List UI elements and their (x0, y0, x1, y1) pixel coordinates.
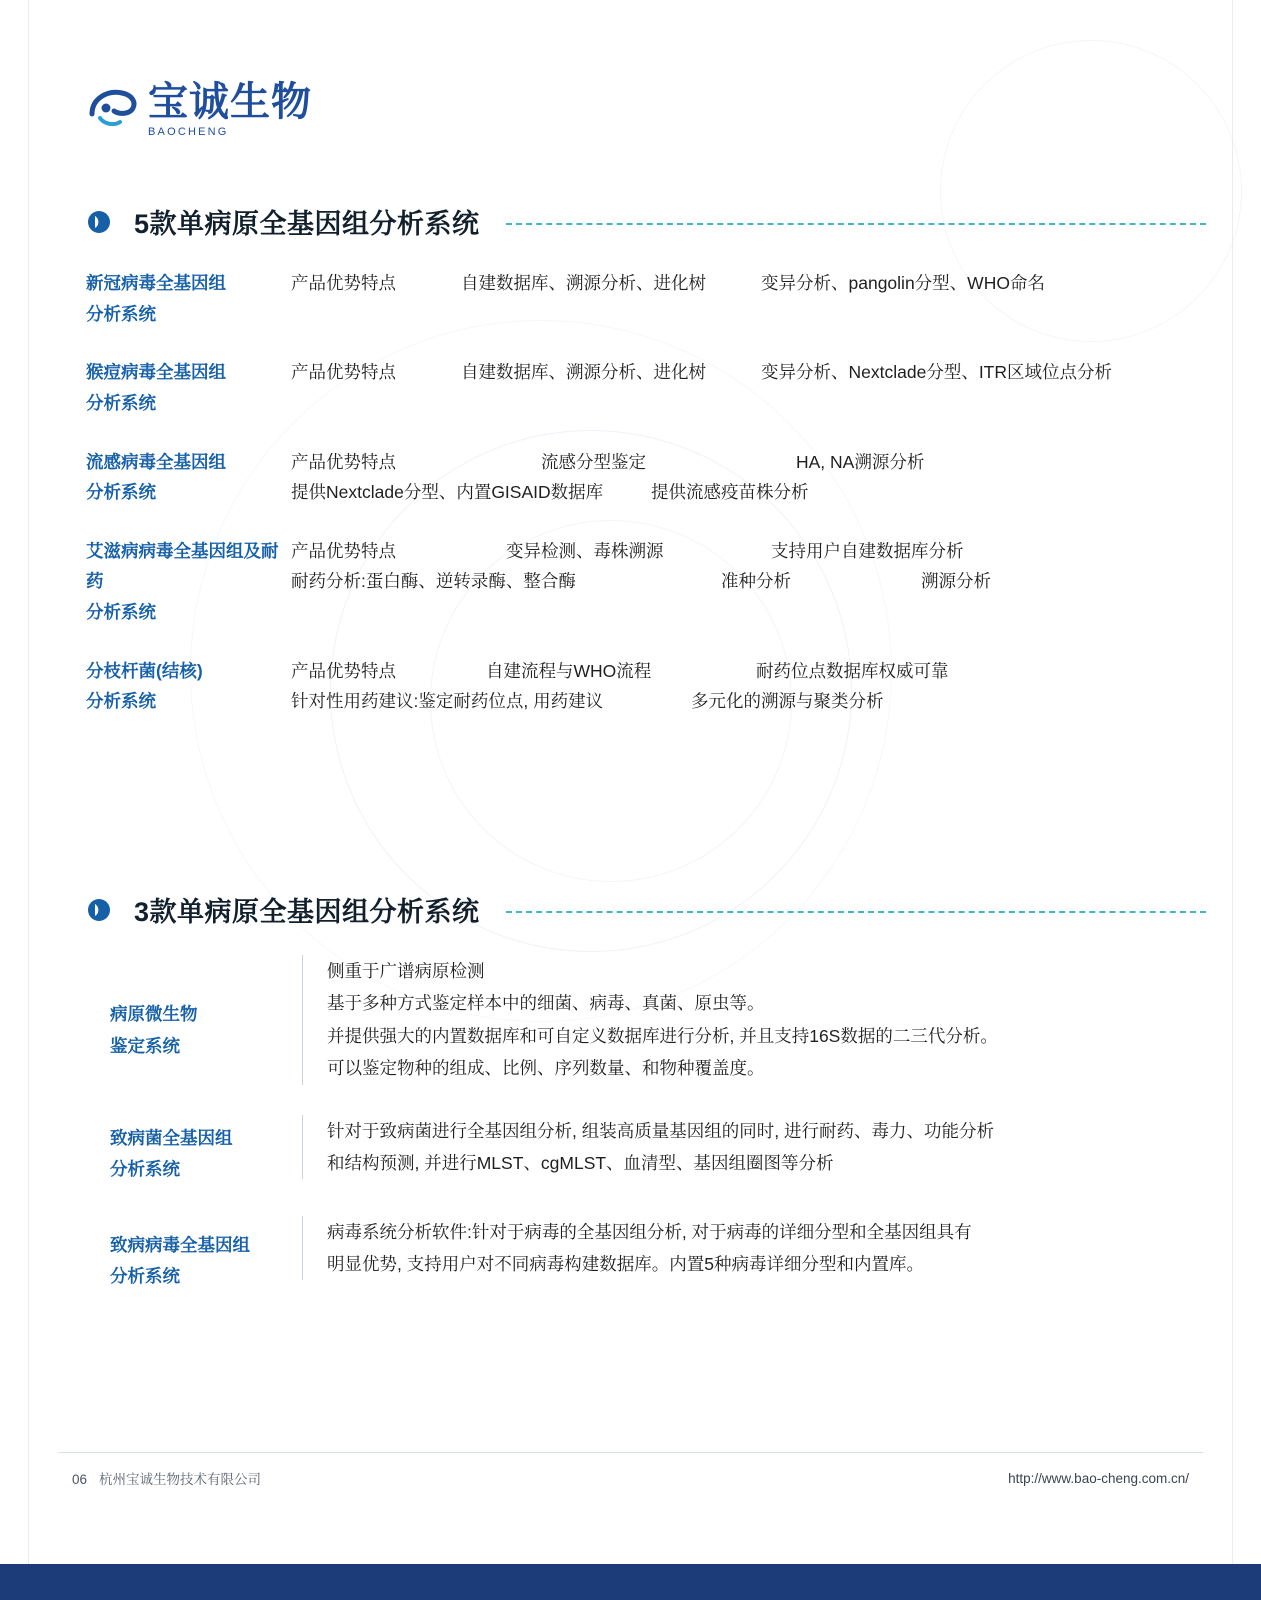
brand-logo (86, 82, 312, 138)
section-header-2 (86, 890, 1206, 929)
row-title: 猴痘病毒全基因组 分析系统 (86, 362, 226, 413)
page-border-right (1232, 0, 1233, 1600)
body-line: 明显优势, 支持用户对不同病毒构建数据库。内置5种病毒详细分型和内置库。 (327, 1253, 924, 1274)
body-line: 侧重于广谱病原检测 (327, 961, 485, 981)
website-url[interactable]: http://www.bao-cheng.com.cn/ (1008, 1470, 1189, 1486)
cell-feature-3: 提供Nextclade分型、内置GISAID数据库 (291, 482, 604, 503)
section-dash-line-1 (506, 223, 1206, 225)
body-line: 针对于致病菌进行全基因组分析, 组装高质量基因组的同时, 进行耐药、毒力、功能分析 (327, 1120, 994, 1141)
table-row (86, 955, 1196, 1085)
table-row (86, 1115, 1196, 1186)
brand-name-en: BAOCHENG (148, 126, 229, 138)
cell-feature-3: 耐药分析:蛋白酶、逆转录酶、整合酶 (291, 571, 576, 592)
cell-feature-1: 自建数据库、溯源分析、进化树 (461, 273, 706, 293)
cell-feature-3: 针对性用药建议:鉴定耐药位点, 用药建议 (291, 691, 604, 712)
section-dash-line-2 (506, 911, 1206, 913)
cell-feature-label: 产品优势特点 (291, 540, 396, 561)
single-pathogen-table (86, 268, 1196, 745)
cell-feature-4: 多元化的溯源与聚类分析 (691, 691, 884, 712)
swirl-logo-icon (86, 84, 138, 136)
table-row (86, 268, 1196, 329)
section-header-1 (86, 202, 1206, 241)
body-line: 并提供强大的内置数据库和可自定义数据库进行分析, 并且支持16S数据的二三代分析。 (327, 1025, 998, 1046)
row-title: 新冠病毒全基因组 分析系统 (86, 273, 226, 324)
cell-feature-label: 产品优势特点 (291, 362, 396, 383)
row-title: 流感病毒全基因组 分析系统 (86, 451, 226, 503)
row-body (302, 1216, 1196, 1281)
row-title: 分枝杆菌(结核) 分析系统 (86, 660, 203, 712)
cell-feature-4: 准种分析 (721, 571, 791, 592)
cell-feature-2: 支持用户自建数据库分析 (771, 540, 964, 561)
cell-feature-5: 溯源分析 (921, 571, 991, 592)
multi-pathogen-table (86, 955, 1196, 1323)
row-title: 致病病毒全基因组 分析系统 (110, 1234, 250, 1286)
body-line: 和结构预测, 并进行MLST、cgMLST、血清型、基因组圈图等分析 (327, 1152, 834, 1173)
section-title-2: 3款单病原全基因组分析系统 (134, 897, 480, 927)
brand-name-cn: 宝诚生物 (148, 80, 312, 124)
body-line: 基于多种方式鉴定样本中的细菌、病毒、真菌、原虫等。 (327, 993, 765, 1014)
footer-band (0, 1564, 1261, 1600)
table-row (86, 447, 1196, 508)
row-body (302, 1115, 1196, 1180)
cell-feature-label: 产品优势特点 (291, 273, 396, 293)
row-body (291, 447, 1196, 508)
cell-feature-1: 变异检测、毒株溯源 (506, 540, 664, 561)
body-line: 病毒系统分析软件:针对于病毒的全基因组分析, 对于病毒的详细分型和全基因组具有 (327, 1221, 972, 1242)
cell-feature-label: 产品优势特点 (291, 451, 396, 472)
cell-feature-1: 自建数据库、溯源分析、进化树 (461, 362, 706, 383)
row-body (291, 357, 1196, 388)
cell-feature-1: 自建流程与WHO流程 (486, 660, 652, 681)
circle-arrow-icon (86, 897, 112, 923)
row-title: 致病菌全基因组 分析系统 (110, 1127, 233, 1179)
page-border-left (28, 0, 29, 1600)
row-body (291, 268, 1196, 299)
table-row (86, 656, 1196, 717)
body-line: 可以鉴定物种的组成、比例、序列数量、和物种覆盖度。 (327, 1058, 765, 1079)
row-body (291, 656, 1196, 717)
cell-feature-1: 流感分型鉴定 (541, 451, 646, 472)
page-footer (72, 1468, 1189, 1488)
cell-feature-label: 产品优势特点 (291, 660, 396, 681)
footer-divider (58, 1452, 1203, 1453)
row-title: 艾滋病病毒全基因组及耐药 分析系统 (86, 540, 279, 622)
cell-feature-2: 变异分析、Nextclade分型、ITR区域位点分析 (761, 362, 1113, 383)
cell-feature-2: 耐药位点数据库权威可靠 (756, 660, 949, 681)
row-title: 病原微生物 鉴定系统 (110, 1004, 198, 1056)
table-row (86, 357, 1196, 418)
company-name: 杭州宝诚生物技术有限公司 (99, 1472, 262, 1487)
page-number: 06 (72, 1472, 88, 1487)
circle-arrow-icon (86, 209, 112, 235)
row-body (291, 536, 1196, 597)
table-row (86, 536, 1196, 628)
section-title-1: 5款单病原全基因组分析系统 (134, 209, 480, 239)
cell-feature-2: HA, NA溯源分析 (796, 451, 925, 472)
table-row (86, 1216, 1196, 1293)
cell-feature-2: 变异分析、pangolin分型、WHO命名 (761, 273, 1045, 293)
cell-feature-4: 提供流感疫苗株分析 (651, 482, 809, 503)
row-body (302, 955, 1196, 1085)
